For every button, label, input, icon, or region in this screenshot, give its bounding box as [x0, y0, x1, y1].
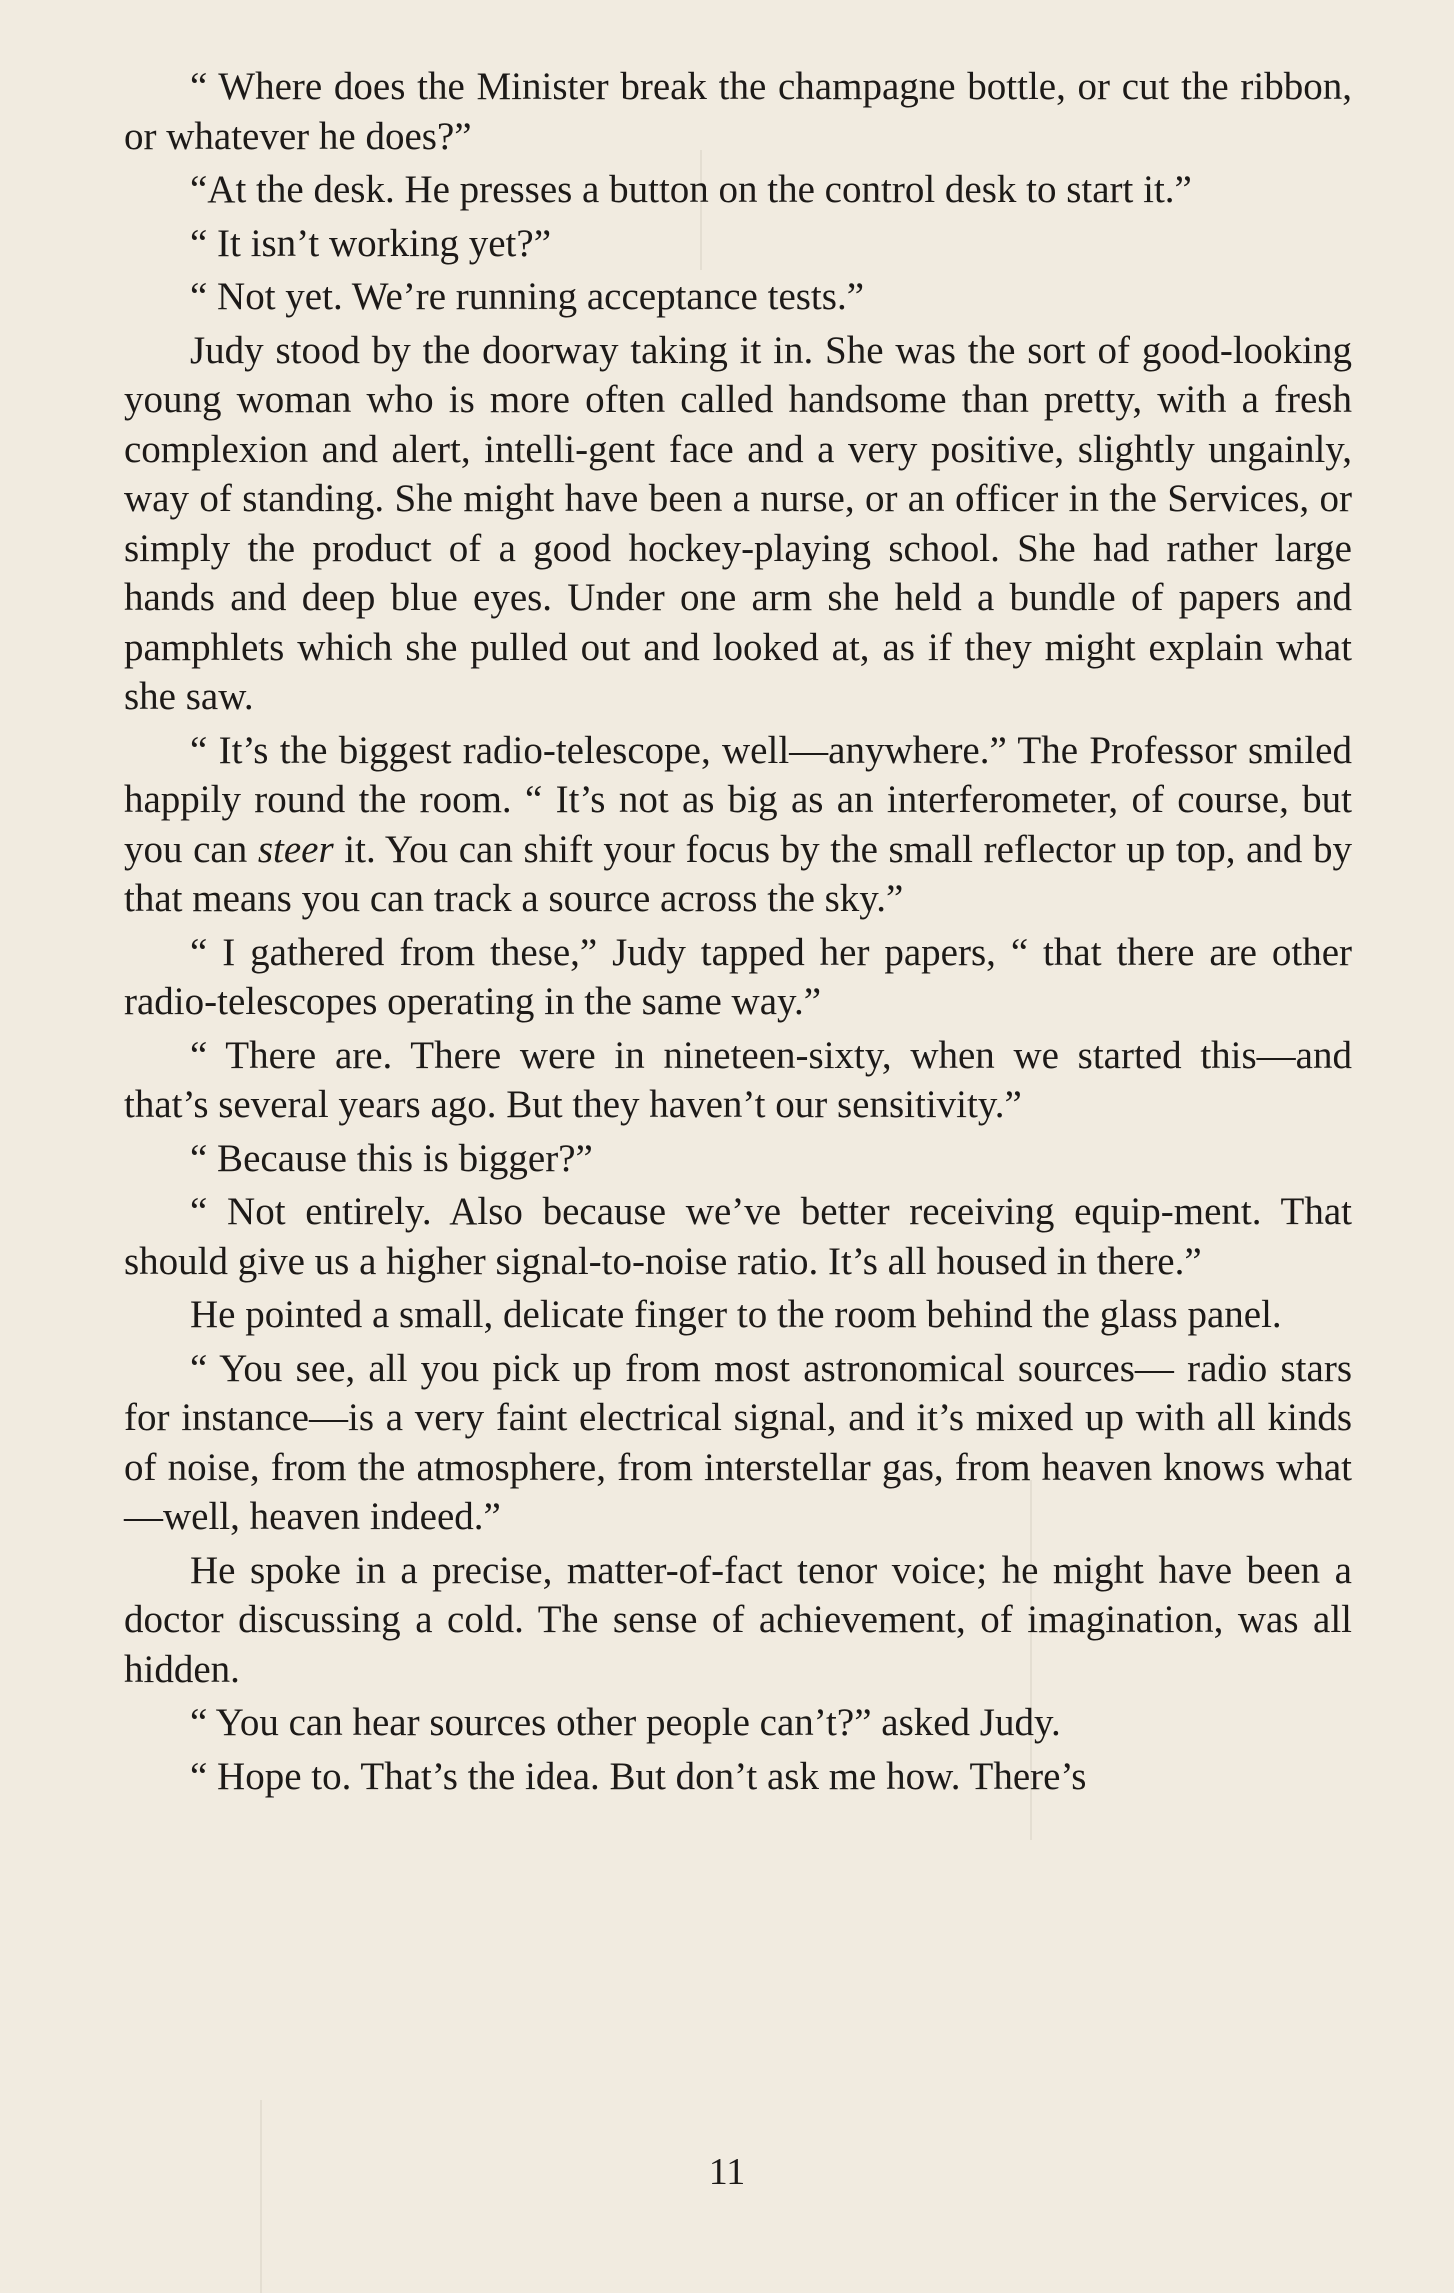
paragraph: “ I gathered from these,” Judy tapped her papers, “ that there are other radio-telescopes operating in the same way.” [124, 930, 1352, 1023]
paragraph: “ It’s the biggest radio-telescope, well—anywhere.” The Professor smiled happily round the room. “ It’s not as big as an interferometer, of course, but you can steer it. You can shift your focus by the small reflector up top, and by that means you can track a source across the sky.” [124, 728, 1353, 920]
paragraph: “ Where does the Minister break the champagne bottle, or cut the ribbon, or whatever he does?” [124, 65, 1352, 158]
paragraph: “At the desk. He presses a button on the control desk to start it.” [190, 168, 1192, 211]
emphasis: steer [257, 827, 334, 871]
paragraph: Judy stood by the doorway taking it in. She was the sort of good-looking young woman who is more often called handsome than pretty, with a fresh complexion and alert, intelli-gent face and a very positive, slightly ungainly, way of standing. She might have been a nurse, or an officer in the Services, or simply the product of a good hockey-playing school. She had rather large hands and deep blue eyes. Under one arm she held a bundle of papers and pamphlets which she pulled out and looked at, as if they might explain what she saw. [124, 328, 1352, 718]
body-text [124, 62, 1352, 1805]
paragraph: “ Not yet. We’re running acceptance tests.” [190, 275, 865, 318]
paragraph: He pointed a small, delicate finger to the room behind the glass panel. [190, 1293, 1282, 1336]
paragraph: “ Because this is bigger?” [190, 1136, 593, 1180]
paragraph: “ There are. There were in nineteen-sixty, when we started this—and that’s several years ago. But they haven’t our sensitivity.” [124, 1033, 1352, 1126]
page-number: 11 [708, 2151, 746, 2193]
show-through-mark [260, 2100, 262, 2293]
paragraph: He spoke in a precise, matter-of-fact tenor voice; he might have been a doctor discussing a cold. The sense of achievement, of imagination, was all hidden. [124, 1548, 1352, 1691]
paragraph: “ You see, all you pick up from most astronomical sources— radio stars for instance—is a very faint electrical signal, and it’s mixed up with all kinds of noise, from the atmosphere, from interstellar gas, from heaven knows what—well, heaven indeed.” [124, 1346, 1352, 1538]
paragraph: “ You can hear sources other people can’t?” asked Judy. [190, 1701, 1061, 1744]
paragraph: “ It isn’t working yet?” [190, 221, 552, 265]
paragraph: “ Hope to. That’s the idea. But don’t ask me how. There’s [190, 1754, 1087, 1798]
paragraph: “ Not entirely. Also because we’ve better receiving equip-ment. That should give us a higher signal-to-noise ratio. It’s all housed in there.” [124, 1190, 1352, 1283]
